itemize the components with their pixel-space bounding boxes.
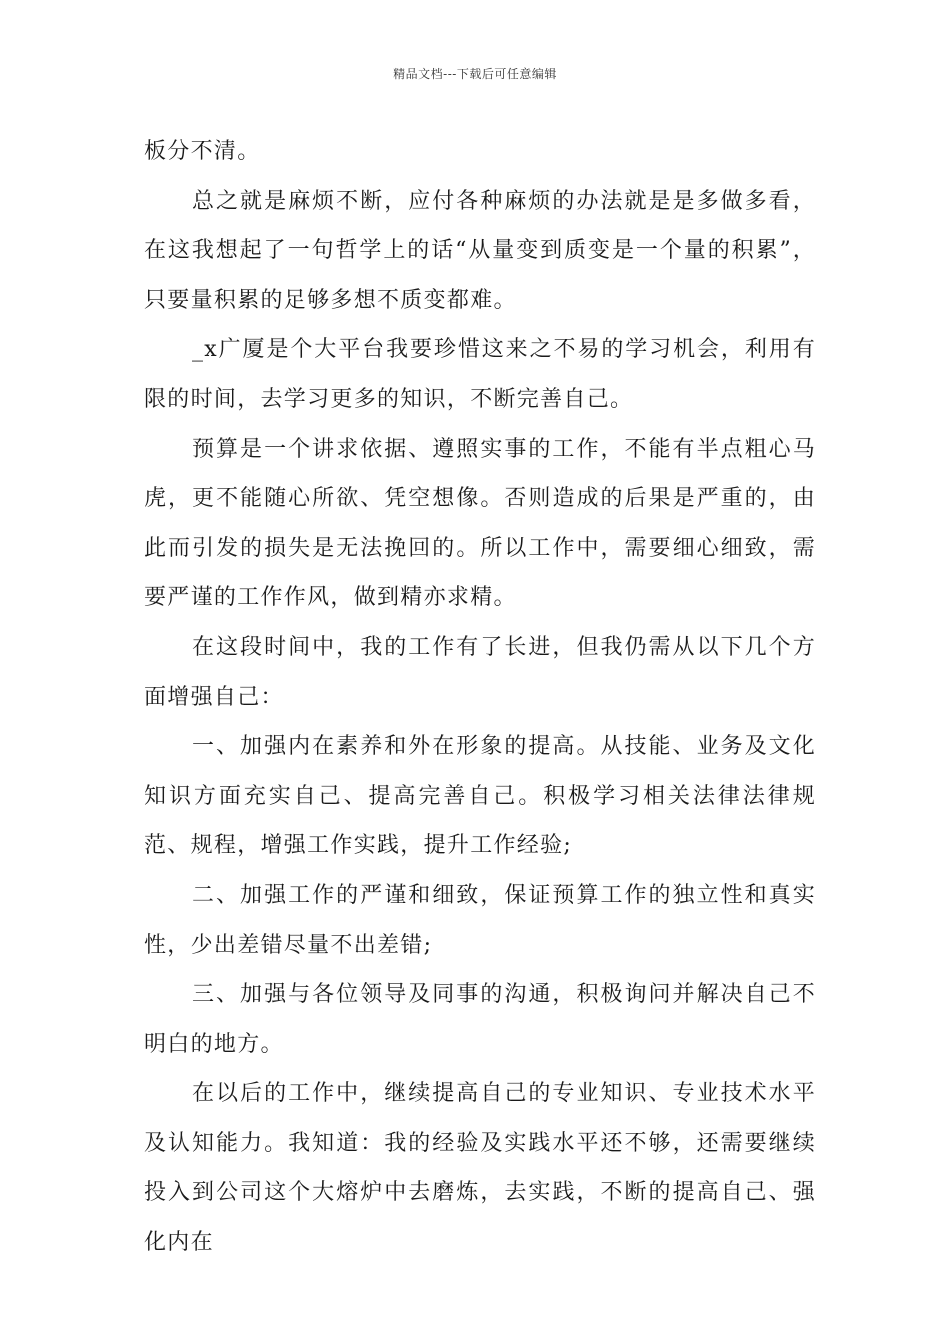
list-item-3: 三、加强与各位领导及同事的沟通，积极询问并解决自己不明白的地方。 xyxy=(144,982,816,1057)
paragraph-4: 预算是一个讲求依据、遵照实事的工作，不能有半点粗心马虎，更不能随心所欲、凭空想像。否则造成的后果是严重的，由此而引发的损失是无法挽回的。所以工作中，需要细心细致，需要严谨的工作作风，做到精亦求精。 xyxy=(144,436,816,611)
paragraph-5: 在这段时间中，我的工作有了长进，但我仍需从以下几个方面增强自己： xyxy=(144,634,816,710)
page-header: 精品文档---下载后可任意编辑 xyxy=(393,67,557,81)
paragraph-1: 板分不清。 xyxy=(144,139,261,164)
list-item-1: 一、加强内在素养和外在形象的提高。从技能、业务及文化知识方面充实自己、提高完善自己。积极学习相关法律法律规范、规程，增强工作实践，提升工作经验; xyxy=(144,734,816,859)
list-item-2: 二、加强工作的严谨和细致，保证预算工作的独立性和真实性，少出差错尽量不出差错; xyxy=(144,882,816,958)
paragraph-2: 总之就是麻烦不断，应付各种麻烦的办法就是是多做多看，在这我想起了一句哲学上的话“从量变到质变是一个量的积累”，只要量积累的足够多想不质变都难。 xyxy=(144,188,816,313)
document-body xyxy=(144,127,816,1268)
paragraph-6: 在以后的工作中，继续提高自己的专业知识、专业技术水平及认知能力。我知道：我的经验及实践水平还不够，还需要继续投入到公司这个大熔炉中去磨炼，去实践，不断的提高自己、强化内在 xyxy=(144,1081,816,1256)
paragraph-3: _x广厦是个大平台我要珍惜这来之不易的学习机会，利用有限的时间，去学习更多的知识，不断完善自己。 xyxy=(144,337,816,412)
